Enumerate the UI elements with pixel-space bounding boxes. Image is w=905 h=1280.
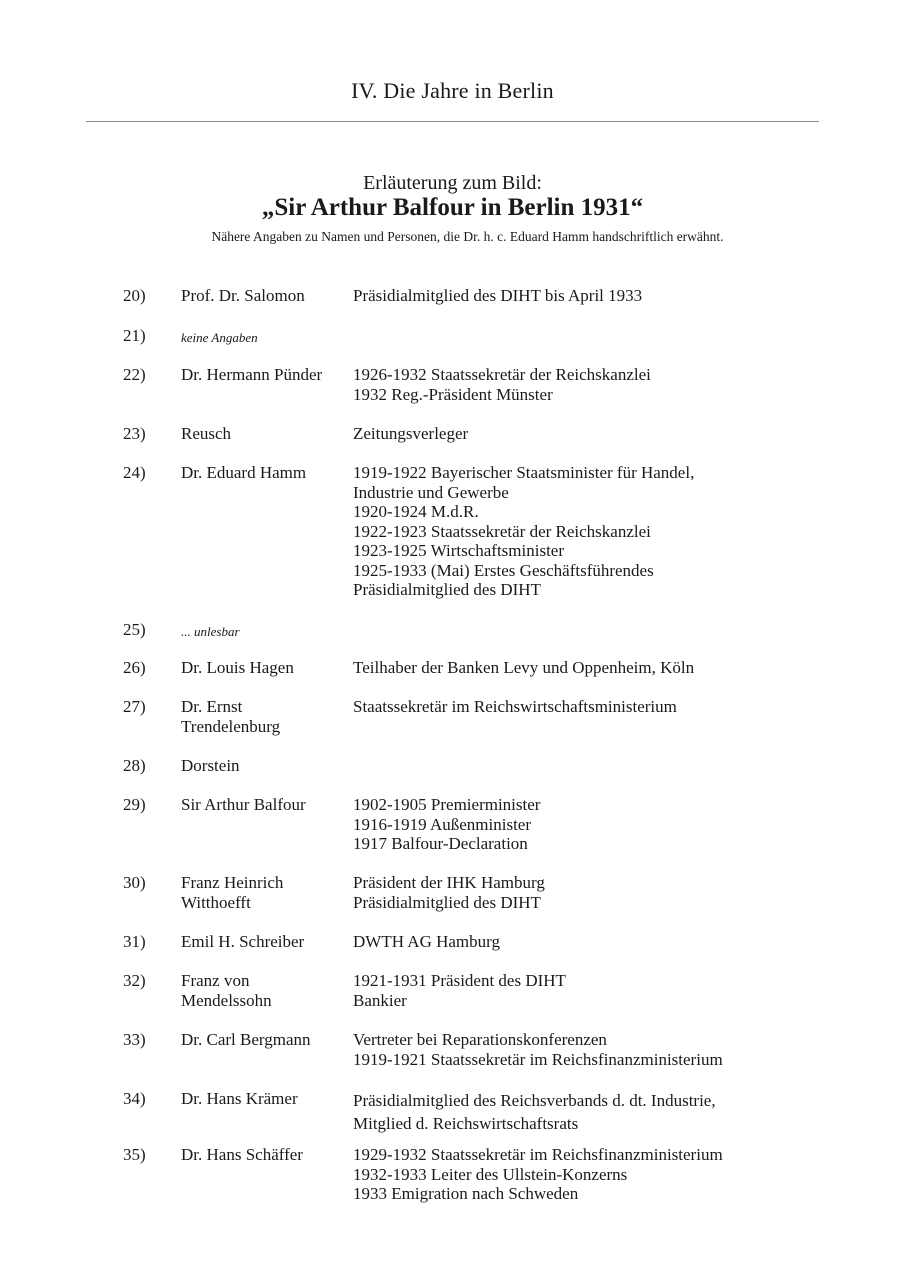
entry-number: 34) [123, 1089, 146, 1108]
entry-detail-line: 1929-1932 Staatssekretär im Reichsfinanzministerium [353, 1145, 723, 1164]
entry-name [181, 756, 346, 776]
entry-details [353, 1145, 823, 1204]
entry-detail-line: 1926-1932 Staatssekretär der Reichskanzlei [353, 365, 651, 384]
caption-intro: Erläuterung zum Bild: [363, 172, 542, 194]
entry-name-line: Dr. Hermann Pünder [181, 365, 323, 384]
entry-name [181, 1030, 346, 1050]
caption-note: Nähere Angaben zu Namen und Personen, die Dr. h. c. Eduard Hamm handschriftlich erwähnt. [211, 229, 724, 244]
entry-details [353, 697, 823, 717]
entry-details [353, 795, 823, 854]
entry-name [181, 1145, 346, 1165]
entry-detail-line: Vertreter bei Reparationskonferenzen [353, 1030, 607, 1049]
entry-name-line: Franz Heinrich [181, 873, 284, 892]
entry-detail-line: 1902-1905 Premierminister [353, 795, 541, 814]
entry-name [181, 622, 346, 642]
entry-name-line: Dr. Hans Schäffer [181, 1145, 303, 1164]
entry-number: 29) [123, 795, 146, 814]
entry-detail-line: 1919-1922 Bayerischer Staatsminister für Handel, [353, 463, 695, 482]
entry-details [353, 463, 823, 600]
entry-name-line: Dr. Eduard Hamm [181, 463, 307, 482]
running-head: IV. Die Jahre in Berlin [351, 78, 554, 103]
entry-number: 27) [123, 697, 146, 716]
entry-detail-line: 1932-1933 Leiter des Ullstein-Konzerns [353, 1164, 628, 1184]
entry-number: 35) [123, 1145, 146, 1164]
entry-detail-line: Industrie und Gewerbe [353, 482, 509, 502]
entry-detail-line: 1919-1921 Staatssekretär im Reichsfinanzministerium [353, 1049, 723, 1069]
entry-detail-line: 1916-1919 Außenminister [353, 814, 532, 834]
entry-number: 22) [123, 365, 146, 384]
entry-detail-line: 1920-1924 M.d.R. [353, 502, 479, 521]
entry-name-line: Dr. Hans Krämer [181, 1089, 298, 1108]
entry-number: 25) [123, 620, 146, 639]
entry-detail-line: 1933 Emigration nach Schweden [353, 1184, 579, 1203]
entry-number: 32) [123, 971, 146, 990]
entry-name [181, 971, 346, 1010]
entry-details [353, 365, 823, 404]
entry-name-line: Witthoefft [181, 892, 251, 912]
entry-number: 28) [123, 756, 146, 775]
entry-detail-line: 1923-1925 Wirtschaftsminister [353, 541, 564, 560]
entry-number: 20) [123, 286, 146, 305]
entry-detail-line: Bankier [353, 990, 407, 1010]
entry-number: 24) [123, 463, 146, 482]
entry-name-line: Emil H. Schreiber [181, 932, 305, 951]
entry-name-line: Dr. Ernst [181, 697, 243, 716]
entry-name [181, 795, 346, 815]
entry-details [353, 1089, 823, 1135]
entry-number: 26) [123, 658, 146, 677]
entry-detail-line: Präsidialmitglied des DIHT [353, 892, 541, 912]
entry-name-line: Franz von [181, 971, 250, 990]
entry-detail-line: Präsidialmitglied des Reichsverbands d. dt. Industrie, [353, 1091, 716, 1110]
entry-details [353, 932, 823, 952]
entry-name-line: keine Angaben [181, 330, 258, 345]
entry-detail-line: 1917 Balfour-Declaration [353, 834, 528, 853]
entry-name [181, 932, 346, 952]
entry-name [181, 328, 346, 348]
entry-name [181, 424, 346, 444]
entry-details [353, 286, 823, 306]
entry-detail-line: 1921-1931 Präsident des DIHT [353, 971, 566, 990]
entry-name-line: Prof. Dr. Salomon [181, 286, 305, 305]
entry-details [353, 658, 823, 678]
entry-name-line: Sir Arthur Balfour [181, 795, 306, 814]
entry-details [353, 424, 823, 444]
entry-number: 30) [123, 873, 146, 892]
entry-details [353, 873, 823, 912]
entry-detail-line: Zeitungsverleger [353, 424, 469, 443]
entry-name [181, 286, 346, 306]
entry-name-line: Dorstein [181, 756, 240, 775]
entry-number: 23) [123, 424, 146, 443]
entry-number: 21) [123, 326, 146, 345]
entry-name [181, 873, 346, 912]
entry-detail-line: 1922-1923 Staatssekretär der Reichskanzlei [353, 521, 651, 541]
entry-detail-line: Teilhaber der Banken Levy und Oppenheim, Köln [353, 658, 695, 677]
caption-title: „Sir Arthur Balfour in Berlin 1931“ [261, 194, 644, 221]
entry-number: 31) [123, 932, 146, 951]
entry-detail-line: Staatssekretär im Reichswirtschaftsministerium [353, 697, 677, 716]
entry-name-line: ... unlesbar [181, 624, 240, 639]
entry-name [181, 658, 346, 678]
entry-name [181, 365, 346, 385]
entry-detail-line: Mitglied d. Reichswirtschaftsrats [353, 1114, 579, 1133]
entry-details [353, 971, 823, 1010]
entry-name [181, 463, 346, 483]
entry-name-line: Mendelssohn [181, 990, 272, 1010]
entry-detail-line: 1932 Reg.-Präsident Münster [353, 384, 553, 404]
entry-name-line: Reusch [181, 424, 232, 443]
entry-details [353, 1030, 823, 1069]
entry-name [181, 697, 346, 736]
entry-detail-line: Präsidialmitglied des DIHT bis April 1933 [353, 286, 643, 305]
entry-detail-line: 1925-1933 (Mai) Erstes Geschäftsführendes [353, 560, 654, 580]
entry-detail-line: DWTH AG Hamburg [353, 932, 500, 951]
entry-detail-line: Präsidialmitglied des DIHT [353, 580, 541, 599]
entry-name-line: Dr. Louis Hagen [181, 658, 294, 677]
entry-name [181, 1089, 346, 1109]
entry-detail-line: Präsident der IHK Hamburg [353, 873, 545, 892]
entry-name-line: Trendelenburg [181, 716, 281, 736]
entry-name-line: Dr. Carl Bergmann [181, 1030, 311, 1049]
entry-number: 33) [123, 1030, 146, 1049]
